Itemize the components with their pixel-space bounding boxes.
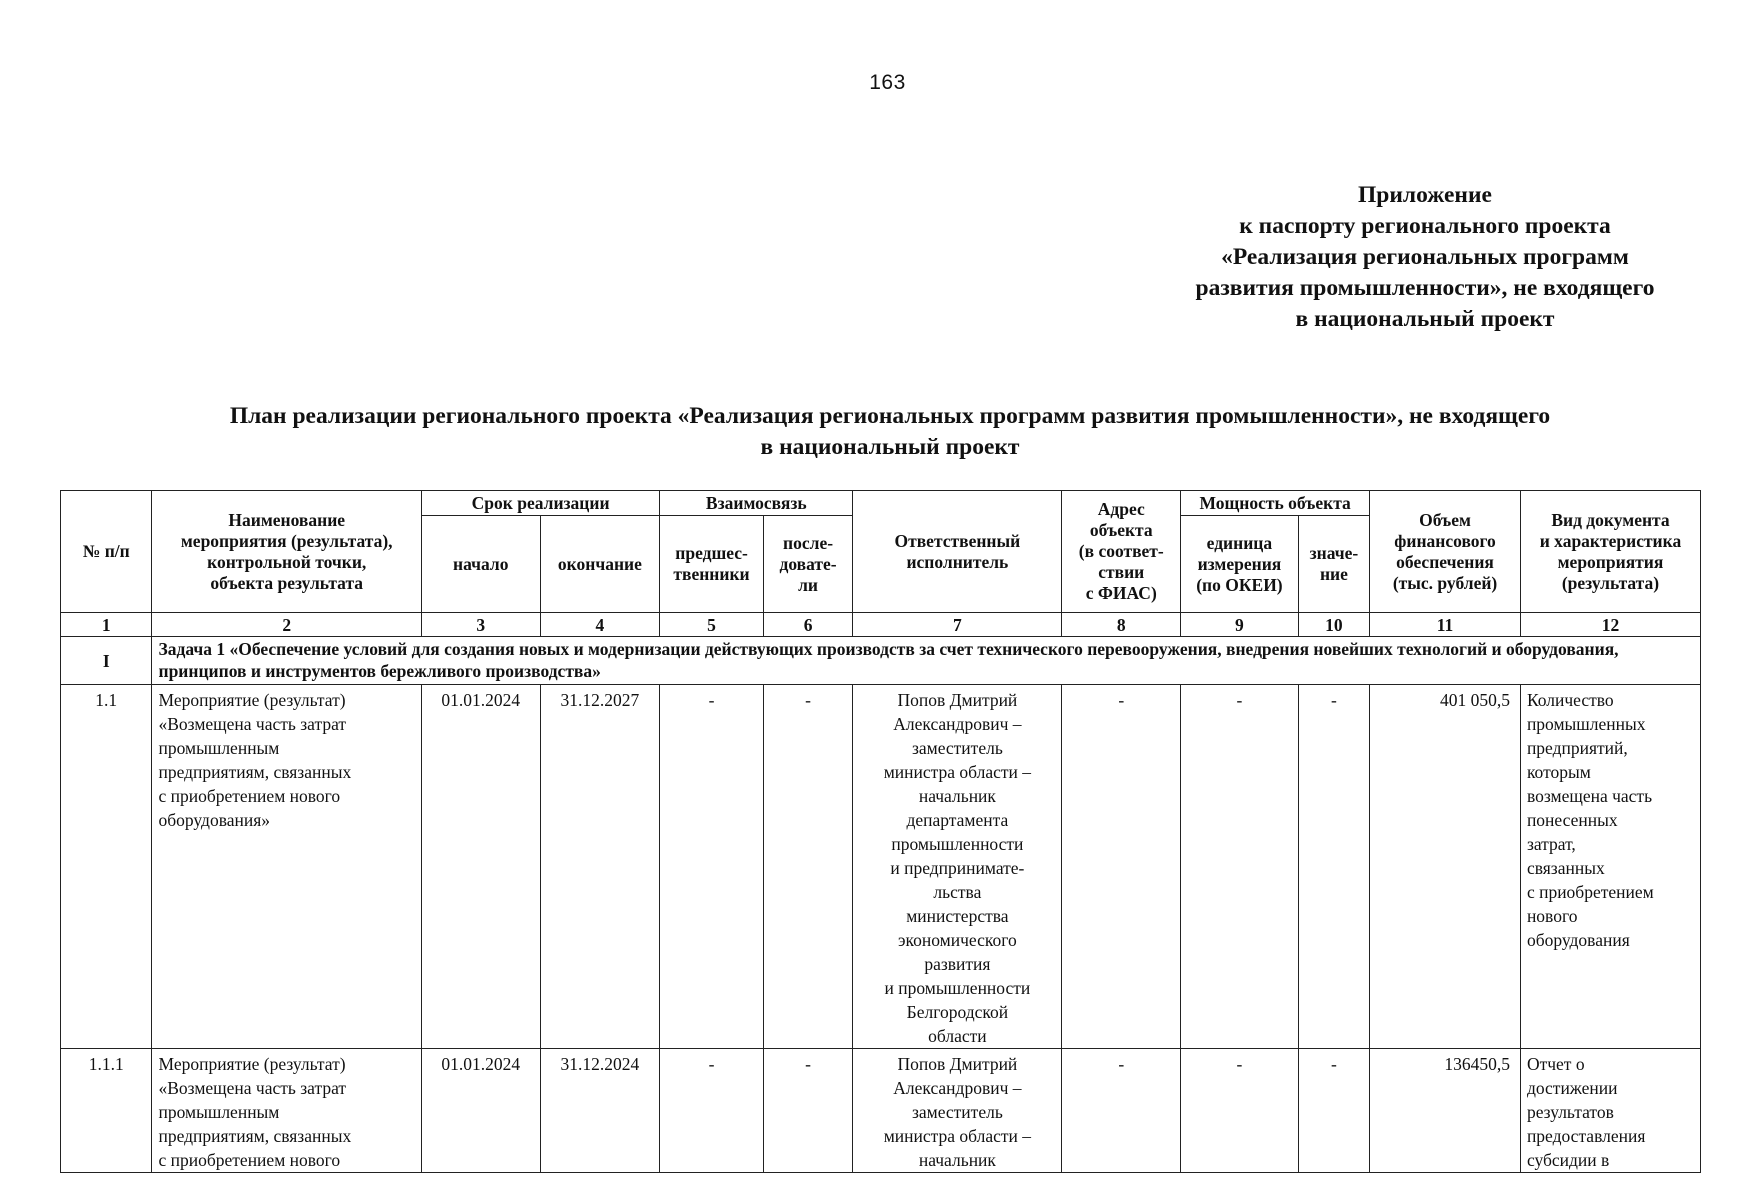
row-name (152, 685, 421, 1049)
header-value-line: значе- (1309, 543, 1359, 563)
plan-title-line: в национальный проект (760, 434, 1020, 460)
row-executor-line: заместитель (911, 1102, 1003, 1122)
row-succ: - (763, 1049, 853, 1173)
appendix-line: Приложение (1358, 182, 1492, 208)
row-executor-line: начальник (918, 786, 996, 806)
row-doc (1520, 1049, 1700, 1173)
row-executor-line: промышленности (891, 834, 1024, 854)
plan-table (60, 490, 1701, 1173)
row-executor-line: экономического (898, 930, 1017, 950)
row-doc (1520, 685, 1700, 1049)
row-executor (853, 685, 1062, 1049)
header-address-line: (в соответ- (1078, 541, 1164, 561)
row-pred: - (660, 685, 764, 1049)
row-executor-line: Александрович – (893, 714, 1022, 734)
row-name-line: предприятиям, связанных (158, 762, 352, 782)
row-name-line: с приобретением нового (158, 786, 341, 806)
row-name-line: Мероприятие (результат) (158, 1054, 346, 1074)
header-finance-line: финансового (1394, 530, 1496, 551)
task-number: I (61, 637, 152, 685)
row-name-line: «Возмещена часть затрат (158, 1078, 347, 1098)
table-row (61, 1049, 1701, 1173)
row-executor-line: министра области – (883, 762, 1032, 782)
row-doc-line: нового (1526, 906, 1578, 926)
row-doc-line: субсидии в (1526, 1150, 1610, 1170)
row-executor-line: департамента (906, 810, 1009, 830)
row-finance: 136450,5 (1370, 1049, 1521, 1173)
column-number: 11 (1370, 613, 1521, 637)
header-finance-line: обеспечения (1396, 551, 1494, 572)
header-name (152, 491, 421, 613)
row-executor (853, 1049, 1062, 1173)
column-number: 7 (853, 613, 1062, 637)
header-name-line: контрольной точки, (207, 551, 367, 572)
header-address-line: с ФИАС) (1085, 583, 1157, 603)
header-address-line: ствии (1098, 562, 1145, 582)
row-name-line: Мероприятие (результат) (158, 690, 346, 710)
header-doc-line: (результата) (1561, 572, 1660, 593)
column-number: 4 (540, 613, 660, 637)
header-period: Срок реализации (421, 491, 659, 516)
header-unit-line: (по ОКЕИ) (1196, 574, 1283, 595)
header-executor-line: исполнитель (906, 551, 1009, 572)
header-succ (763, 516, 853, 613)
table-row (61, 685, 1701, 1049)
row-doc-line: затрат, (1526, 834, 1576, 854)
header-executor-line: Ответственный (894, 530, 1021, 551)
header-unit-line: измерения (1197, 553, 1282, 574)
column-number: 10 (1298, 613, 1369, 637)
header-succ-line: ли (798, 574, 819, 595)
plan-title (40, 401, 1740, 463)
row-doc-line: с приобретением (1526, 882, 1654, 902)
row-start: 01.01.2024 (421, 685, 540, 1049)
row-doc-line: которым (1526, 762, 1591, 782)
column-number: 1 (61, 613, 152, 637)
row-succ: - (763, 685, 853, 1049)
row-doc-line: оборудования (1526, 930, 1630, 950)
header-name-line: Наименование (228, 509, 346, 530)
column-number: 8 (1062, 613, 1181, 637)
row-name-line: предприятиям, связанных (158, 1126, 352, 1146)
row-executor-line: области (928, 1026, 987, 1046)
row-doc-line: результатов (1526, 1102, 1614, 1122)
header-end: окончание (540, 516, 660, 613)
row-executor-line: Попов Дмитрий (897, 690, 1018, 710)
row-executor-line: Белгородской (906, 1002, 1009, 1022)
column-number: 5 (660, 613, 764, 637)
header-finance-line: (тыс. рублей) (1392, 572, 1498, 593)
row-name-line: «Возмещена часть затрат (158, 714, 347, 734)
header-name-line: мероприятия (результата), (180, 530, 393, 551)
row-executor-line: заместитель (911, 738, 1003, 758)
row-doc-line: связанных (1526, 858, 1605, 878)
row-doc-line: Количество (1526, 690, 1614, 710)
row-executor-line: начальник (918, 1150, 996, 1170)
plan-title-line: План реализации регионального проекта «Реализация региональных программ развития промышленности», не входящего (229, 403, 1551, 429)
header-value (1298, 516, 1369, 613)
row-executor-line: министра области – (883, 1126, 1032, 1146)
header-doc-line: и характеристика (1539, 530, 1682, 551)
row-value: - (1298, 1049, 1369, 1173)
task-row (61, 637, 1701, 685)
row-unit: - (1181, 1049, 1299, 1173)
row-start: 01.01.2024 (421, 1049, 540, 1173)
header-finance-line: Объем (1419, 509, 1471, 530)
row-unit: - (1181, 685, 1299, 1049)
row-executor-line: льства (933, 882, 982, 902)
row-executor-line: и предпринимате- (890, 858, 1025, 878)
row-finance: 401 050,5 (1370, 685, 1521, 1049)
header-start: начало (421, 516, 540, 613)
row-end: 31.12.2027 (540, 685, 660, 1049)
appendix-line: к паспорту регионального проекта (1239, 213, 1611, 239)
header-doc (1520, 491, 1700, 613)
appendix-line: развития промышленности», не входящего (1195, 275, 1655, 301)
row-name-line: с приобретением нового (158, 1150, 341, 1170)
header-unit-line: единица (1206, 532, 1273, 553)
row-address: - (1062, 685, 1181, 1049)
row-number: 1.1 (61, 685, 152, 1049)
column-number: 9 (1181, 613, 1299, 637)
row-doc-line: предоставления (1526, 1126, 1646, 1146)
column-number: 2 (152, 613, 421, 637)
header-doc-line: Вид документа (1551, 509, 1670, 530)
column-number: 6 (763, 613, 853, 637)
row-doc-line: возмещена часть (1526, 786, 1653, 806)
appendix-line: в национальный проект (1295, 306, 1555, 332)
appendix-line: «Реализация региональных программ (1221, 244, 1629, 270)
header-doc-line: мероприятия (1557, 551, 1664, 572)
header-executor (853, 491, 1062, 613)
header-pred-line: твенники (673, 564, 750, 584)
header-num: № п/п (61, 491, 152, 613)
header-name-line: объекта результата (210, 572, 364, 593)
page-number: 163 (869, 71, 906, 94)
header-capacity: Мощность объекта (1181, 491, 1370, 516)
row-doc-line: достижении (1526, 1078, 1618, 1098)
row-executor-line: Александрович – (893, 1078, 1022, 1098)
row-name (152, 1049, 421, 1173)
row-name-line: промышленным (158, 1102, 280, 1122)
header-succ-line: довате- (779, 553, 837, 574)
header-unit (1181, 516, 1299, 613)
header-address (1062, 491, 1181, 613)
row-end: 31.12.2024 (540, 1049, 660, 1173)
row-executor-line: и промышленности (884, 978, 1031, 998)
header-pred-line: предшес- (675, 543, 748, 563)
row-executor-line: развития (924, 954, 991, 974)
row-address: - (1062, 1049, 1181, 1173)
header-finance (1370, 491, 1521, 613)
row-number: 1.1.1 (61, 1049, 152, 1173)
row-name-line: оборудования» (158, 810, 271, 830)
column-number: 3 (421, 613, 540, 637)
row-doc-line: промышленных (1526, 714, 1646, 734)
appendix-heading (1100, 180, 1750, 335)
header-succ-line: после- (783, 532, 834, 553)
header-address-line: объекта (1089, 520, 1153, 540)
header-link: Взаимосвязь (660, 491, 853, 516)
row-doc-line: предприятий, (1526, 738, 1628, 758)
header-address-line: Адрес (1097, 499, 1145, 519)
row-executor-line: министерства (906, 906, 1009, 926)
row-value: - (1298, 685, 1369, 1049)
row-doc-line: понесенных (1526, 810, 1618, 830)
row-name-line: промышленным (158, 738, 280, 758)
task-text: Задача 1 «Обеспечение условий для создания новых и модернизации действующих производств за счет технического перевооружения, внедрения новейших технологий и оборудования, принципов и инструментов бережливого производства» (152, 637, 1701, 685)
row-pred: - (660, 1049, 764, 1173)
column-number: 12 (1520, 613, 1700, 637)
header-pred (660, 516, 764, 613)
header-value-line: ние (1319, 564, 1348, 584)
row-doc-line: Отчет о (1526, 1054, 1585, 1074)
row-executor-line: Попов Дмитрий (897, 1054, 1018, 1074)
